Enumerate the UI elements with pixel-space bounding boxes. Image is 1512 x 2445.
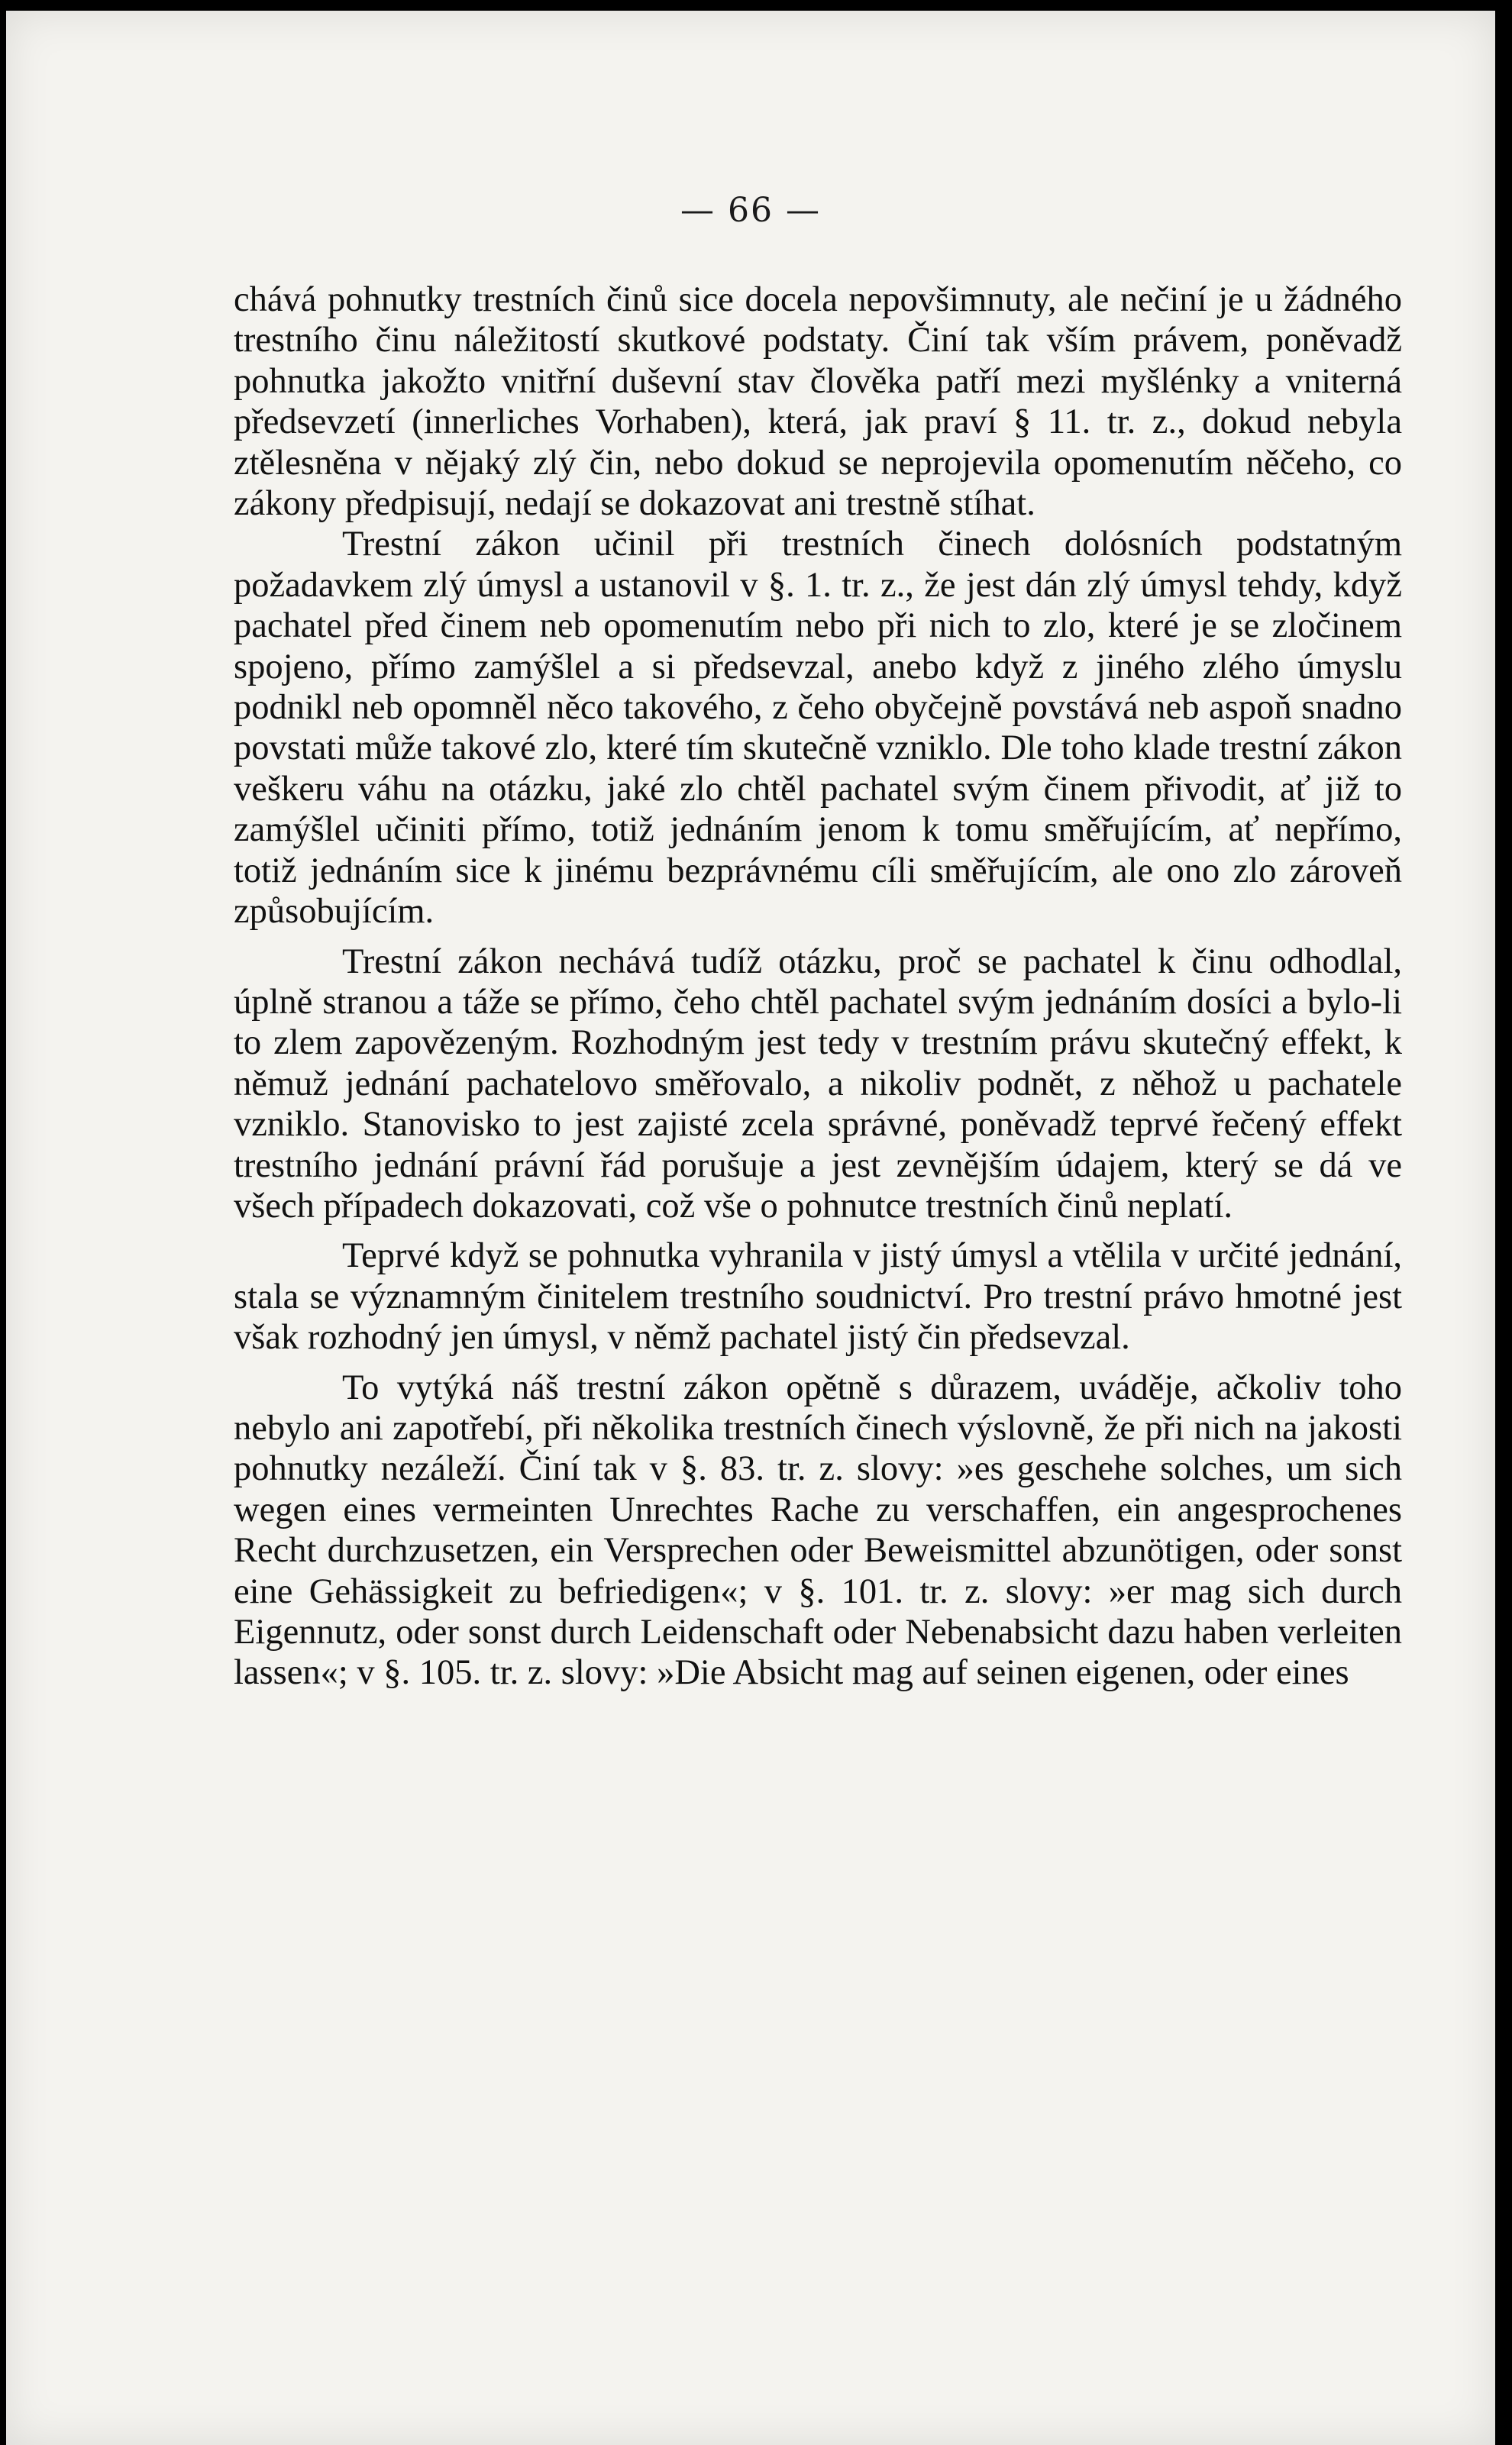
paragraph: Teprvé když se pohnutka vyhranila v jistý úmysl a vtělila v určité jednání, stala se významným činitelem trestního soudnictví. Pro trestní právo hmotné jest však rozhodný jen úmysl, v němž pachatel jistý čin předsevzal.: [234, 1236, 1402, 1358]
page-number: — 66 —: [680, 191, 821, 230]
book-page: [6, 11, 1495, 2445]
body-text: [234, 279, 1402, 1694]
paragraph: Trestní zákon učinil při trestních činech dolósních podstatným požadavkem zlý úmysl a ustanovil v §. 1. tr. z., že jest dán zlý úmysl tehdy, když pachatel před činem neb opomenutím nebo při nich to zlo, které je se zločinem spojeno, přímo zamýšlel a si předsevzal, anebo když z jiného zlého úmyslu podnikl neb opomněl něco takového, z čeho obyčejně povstává neb aspoň snadno povstati může takové zlo, které tím skutečně vzniklo. Dle toho klade trestní zákon veškeru váhu na otázku, jaké zlo chtěl pachatel svým činem přivodit, ať již to zamýšlel učiniti přímo, totiž jednáním jenom k tomu směřujícím, ať nepřímo, totiž jednáním sice k jinému bezprávnému cíli směřujícím, ale ono zlo zároveň způsobujícím.: [234, 525, 1402, 932]
paragraph: To vytýká náš trestní zákon opětně s důrazem, uváděje, ačkoliv toho nebylo ani zapotřebí, při několika trestních činech výslovně, že při nich na jakosti pohnutky nezáleží. Činí tak v §. 83. tr. z. slovy: »es geschehe solches, um sich wegen eines vermeinten Unrechtes Rache zu verschaffen, ein angesprochenes Recht durchzusetzen, ein Versprechen oder Beweismittel abzunötigen, oder sonst eine Gehässigkeit zu befriedigen«; v §. 101. tr. z. slovy: »er mag sich durch Eigennutz, oder sonst durch Leidenschaft oder Nebenabsicht dazu haben verleiten lassen«; v §. 105. tr. z. slovy: »Die Absicht mag auf seinen eigenen, oder eines: [234, 1368, 1402, 1693]
paragraph: chává pohnutky trestních činů sice docela nepovšimnuty, ale nečiní je u žádného trestního činu náležitostí skutkové podstaty. Činí tak vším právem, poněvadž pohnutka jakožto vnitřní duševní stav člověka patří mezi myšlénky a vniterná předsevzetí (innerliches Vorhaben), která, jak praví § 11. tr. z., dokud nebyla ztělesněna v nějaký zlý čin, nebo dokud se neprojevila opomenutím něčeho, co zákony předpisují, nedají se dokazovat ani trestně stíhat.: [234, 280, 1402, 524]
paragraph: Trestní zákon nechává tudíž otázku, proč se pachatel k činu odhodlal, úplně stranou a táže se přímo, čeho chtěl pachatel svým jednáním dosíci a bylo-li to zlem zapovězeným. Rozhodným jest tedy v trestním právu skutečný effekt, k němuž jednání pachatelovo směřovalo, a nikoliv podnět, z něhož u pachatele vzniklo. Stanovisko to jest zajisté zcela správné, poněvadž teprvé řečený effekt trestního jednání právní řád porušuje a jest zevnějším údajem, který se dá ve všech případech dokazovati, což vše o pohnutce trestních činů neplatí.: [234, 942, 1402, 1226]
